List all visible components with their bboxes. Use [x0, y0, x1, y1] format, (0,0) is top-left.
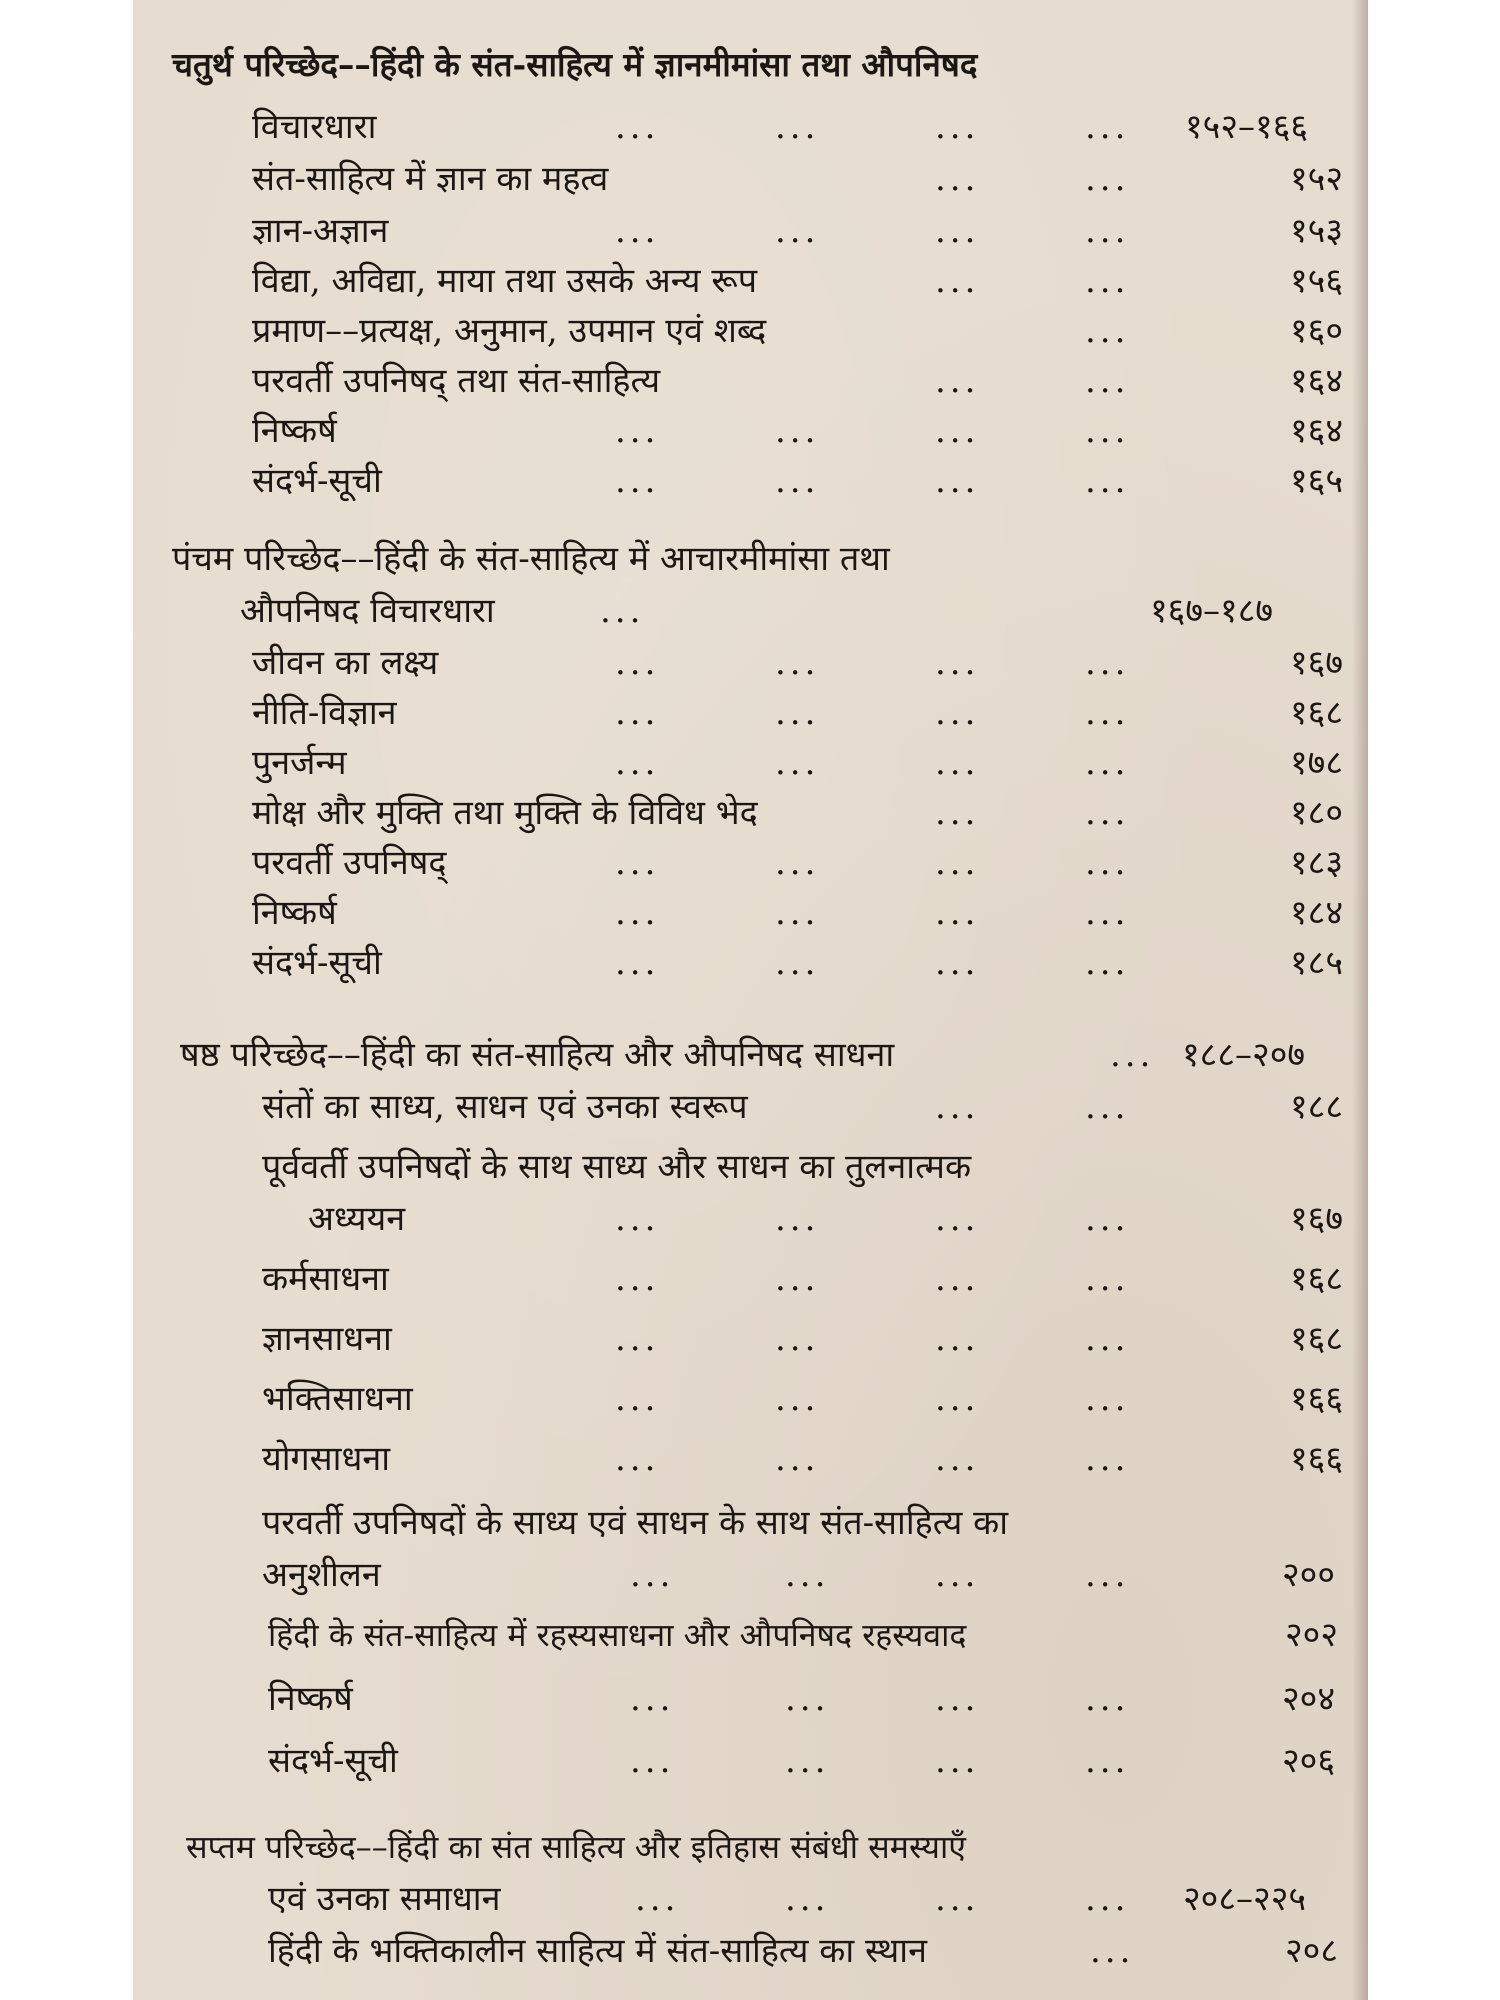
leader-dots: ... — [935, 107, 980, 147]
leader-dots: ... — [785, 1741, 830, 1781]
leader-dots: ... — [615, 743, 660, 783]
leader-dots: ... — [1085, 107, 1130, 147]
page-edge-shadow — [1352, 0, 1368, 2000]
leader-dots: ... — [935, 1679, 980, 1719]
leader-dots: ... — [935, 693, 980, 733]
leader-dots: ... — [1085, 743, 1130, 783]
toc-entry: पूर्ववर्ती उपनिषदों के साथ साध्य और साधन का तुलनात्मक — [262, 1147, 972, 1187]
leader-dots: ... — [615, 843, 660, 883]
toc-page: १५३ — [1290, 211, 1344, 251]
toc-entry: विद्या, अविद्या, माया तथा उसके अन्य रूप — [252, 261, 758, 301]
leader-dots: ... — [615, 943, 660, 983]
leader-dots: ... — [775, 893, 820, 933]
section-7-pages: २०८–२२५ — [1183, 1879, 1307, 1919]
toc-entry: पुनर्जन्म — [252, 743, 347, 783]
leader-dots: ... — [785, 1679, 830, 1719]
leader-dots: ... — [935, 843, 980, 883]
leader-dots: ... — [775, 1379, 820, 1419]
leader-dots: ... — [935, 1259, 980, 1299]
toc-page: २०६ — [1282, 1741, 1336, 1781]
section-5-heading-cont: औपनिषद विचारधारा — [240, 591, 495, 631]
toc-entry: परवर्ती उपनिषदों के साध्य एवं साधन के साथ संत-साहित्य का — [262, 1503, 1009, 1543]
toc-entry: संतों का साध्य, साधन एवं उनका स्वरूप — [262, 1087, 748, 1127]
leader-dots: ... — [775, 411, 820, 451]
leader-dots: ... — [600, 591, 645, 631]
toc-entry: संदर्भ-सूची — [252, 461, 382, 501]
toc-entry-cont: अध्ययन — [308, 1199, 406, 1239]
toc-page: १६५ — [1290, 461, 1344, 501]
leader-dots: ... — [935, 1879, 980, 1919]
section-5-pages: १६७–१८७ — [1150, 591, 1274, 631]
leader-dots: ... — [1085, 361, 1130, 401]
toc-page: १७८ — [1290, 743, 1344, 783]
toc-entry: जीवन का लक्ष्य — [252, 643, 439, 683]
leader-dots: ... — [615, 211, 660, 251]
leader-dots: ... — [1085, 1679, 1130, 1719]
toc-entry: ज्ञान-अज्ञान — [252, 211, 389, 251]
leader-dots: ... — [1085, 1879, 1130, 1919]
toc-page: १८४ — [1290, 893, 1344, 933]
section-4-heading: चतुर्थ परिच्छेद––हिंदी के संत-साहित्य में ज्ञानमीमांसा तथा औपनिषद — [172, 45, 978, 84]
toc-page: १६८ — [1290, 1259, 1344, 1299]
leader-dots: ... — [775, 1439, 820, 1479]
toc-entry: निष्कर्ष — [252, 411, 337, 451]
toc-page: २०८ — [1285, 1931, 1339, 1971]
toc-page: २०४ — [1282, 1679, 1336, 1719]
section-5-heading: पंचम परिच्छेद––हिंदी के संत-साहित्य में आचारमीमांसा तथा — [172, 539, 890, 579]
leader-dots: ... — [935, 793, 980, 833]
toc-entry: नीति-विज्ञान — [252, 693, 397, 733]
leader-dots: ... — [935, 261, 980, 301]
toc-page: १६८ — [1290, 693, 1344, 733]
leader-dots: ... — [1085, 311, 1130, 351]
toc-page: १८३ — [1290, 843, 1344, 883]
leader-dots: ... — [935, 361, 980, 401]
leader-dots: ... — [615, 893, 660, 933]
leader-dots: ... — [775, 843, 820, 883]
leader-dots: ... — [615, 107, 660, 147]
leader-dots: ... — [1085, 1259, 1130, 1299]
toc-page: २०० — [1282, 1555, 1336, 1595]
toc-page: १६४ — [1290, 411, 1344, 451]
leader-dots: ... — [935, 893, 980, 933]
leader-dots: ... — [785, 1879, 830, 1919]
leader-dots: ... — [1085, 1555, 1130, 1595]
leader-dots: ... — [1085, 211, 1130, 251]
leader-dots: ... — [775, 1199, 820, 1239]
leader-dots: ... — [935, 1319, 980, 1359]
toc-entry: परवर्ती उपनिषद् तथा संत-साहित्य — [252, 361, 661, 401]
toc-entry-cont: अनुशीलन — [262, 1555, 381, 1595]
leader-dots: ... — [775, 1259, 820, 1299]
toc-entry: भक्तिसाधना — [262, 1379, 413, 1419]
toc-page: १५२ — [1290, 159, 1344, 199]
leader-dots: ... — [935, 461, 980, 501]
leader-dots: ... — [1085, 461, 1130, 501]
toc-entry: हिंदी के संत-साहित्य में रहस्यसाधना और औपनिषद रहस्यवाद — [268, 1616, 967, 1654]
toc-page: १८० — [1290, 793, 1344, 833]
leader-dots: ... — [1085, 1741, 1130, 1781]
leader-dots: ... — [775, 943, 820, 983]
leader-dots: ... — [775, 211, 820, 251]
toc-entry: मोक्ष और मुक्ति तथा मुक्ति के विविध भेद — [252, 793, 758, 833]
toc-page: २०२ — [1285, 1615, 1339, 1655]
section-6-pages: १८८–२०७ — [1182, 1035, 1306, 1075]
leader-dots: ... — [1085, 793, 1130, 833]
leader-dots: ... — [1085, 1087, 1130, 1127]
toc-entry: निष्कर्ष — [252, 893, 337, 933]
leader-dots: ... — [615, 1379, 660, 1419]
leader-dots: ... — [785, 1555, 830, 1595]
section-7-heading: सप्तम परिच्छेद––हिंदी का संत साहित्य और इतिहास संबंधी समस्याएँ — [186, 1828, 966, 1866]
leader-dots: ... — [1085, 943, 1130, 983]
toc-page: १५६ — [1290, 261, 1344, 301]
section-6-heading: षष्ठ परिच्छेद––हिंदी का संत-साहित्य और औपनिषद साधना — [180, 1035, 895, 1075]
leader-dots: ... — [1085, 411, 1130, 451]
toc-entry: ज्ञानसाधना — [262, 1319, 392, 1359]
leader-dots: ... — [775, 1319, 820, 1359]
toc-page: १६७ — [1290, 1199, 1344, 1239]
leader-dots: ... — [935, 411, 980, 451]
toc-page: १८८ — [1290, 1087, 1344, 1127]
leader-dots: ... — [1085, 1379, 1130, 1419]
leader-dots: ... — [775, 693, 820, 733]
leader-dots: ... — [935, 211, 980, 251]
leader-dots: ... — [775, 743, 820, 783]
toc-entry: संदर्भ-सूची — [268, 1741, 398, 1781]
leader-dots: ... — [1090, 1931, 1135, 1971]
leader-dots: ... — [775, 643, 820, 683]
section-7-heading-cont: एवं उनका समाधान — [268, 1879, 501, 1919]
section-4-pages: १५२–१६६ — [1185, 107, 1309, 147]
leader-dots: ... — [775, 461, 820, 501]
leader-dots: ... — [615, 461, 660, 501]
toc-page: १६८ — [1290, 1319, 1344, 1359]
leader-dots: ... — [1085, 159, 1130, 199]
leader-dots: ... — [615, 693, 660, 733]
leader-dots: ... — [615, 411, 660, 451]
leader-dots: ... — [1085, 261, 1130, 301]
toc-entry: संदर्भ-सूची — [252, 943, 382, 983]
leader-dots: ... — [935, 1439, 980, 1479]
toc-page: १६७ — [1290, 643, 1344, 683]
leader-dots: ... — [935, 1741, 980, 1781]
leader-dots: ... — [935, 159, 980, 199]
leader-dots: ... — [615, 1319, 660, 1359]
leader-dots: ... — [630, 1741, 675, 1781]
leader-dots: ... — [1085, 693, 1130, 733]
leader-dots: ... — [1085, 843, 1130, 883]
toc-entry: परवर्ती उपनिषद् — [252, 843, 447, 883]
leader-dots: ... — [935, 1555, 980, 1595]
leader-dots: ... — [935, 943, 980, 983]
leader-dots: ... — [1085, 893, 1130, 933]
toc-page: १६४ — [1290, 361, 1344, 401]
toc-page: १६६ — [1290, 1379, 1344, 1419]
leader-dots: ... — [935, 1087, 980, 1127]
toc-entry: हिंदी के भक्तिकालीन साहित्य में संत-साहित्य का स्थान — [268, 1931, 927, 1971]
leader-dots: ... — [615, 1439, 660, 1479]
toc-entry: प्रमाण––प्रत्यक्ष, अनुमान, उपमान एवं शब्द — [252, 311, 767, 351]
toc-page: १८५ — [1290, 943, 1344, 983]
leader-dots: ... — [635, 1879, 680, 1919]
leader-dots: ... — [1085, 1199, 1130, 1239]
leader-dots: ... — [1085, 643, 1130, 683]
leader-dots: ... — [935, 1379, 980, 1419]
toc-entry: कर्मसाधना — [262, 1259, 389, 1299]
leader-dots: ... — [630, 1679, 675, 1719]
leader-dots: ... — [935, 743, 980, 783]
leader-dots: ... — [615, 1259, 660, 1299]
toc-page: १६६ — [1290, 1439, 1344, 1479]
leader-dots: ... — [1085, 1439, 1130, 1479]
leader-dots: ... — [1110, 1035, 1155, 1075]
leader-dots: ... — [935, 1199, 980, 1239]
leader-dots: ... — [1085, 1319, 1130, 1359]
toc-entry: योगसाधना — [262, 1439, 391, 1479]
leader-dots: ... — [935, 643, 980, 683]
leader-dots: ... — [615, 643, 660, 683]
section-4-heading-cont: विचारधारा — [252, 107, 377, 147]
toc-entry: संत-साहित्य में ज्ञान का महत्व — [252, 159, 609, 199]
toc-entry: निष्कर्ष — [268, 1679, 353, 1719]
leader-dots: ... — [615, 1199, 660, 1239]
toc-page: १६० — [1290, 311, 1344, 351]
leader-dots: ... — [775, 107, 820, 147]
leader-dots: ... — [630, 1555, 675, 1595]
